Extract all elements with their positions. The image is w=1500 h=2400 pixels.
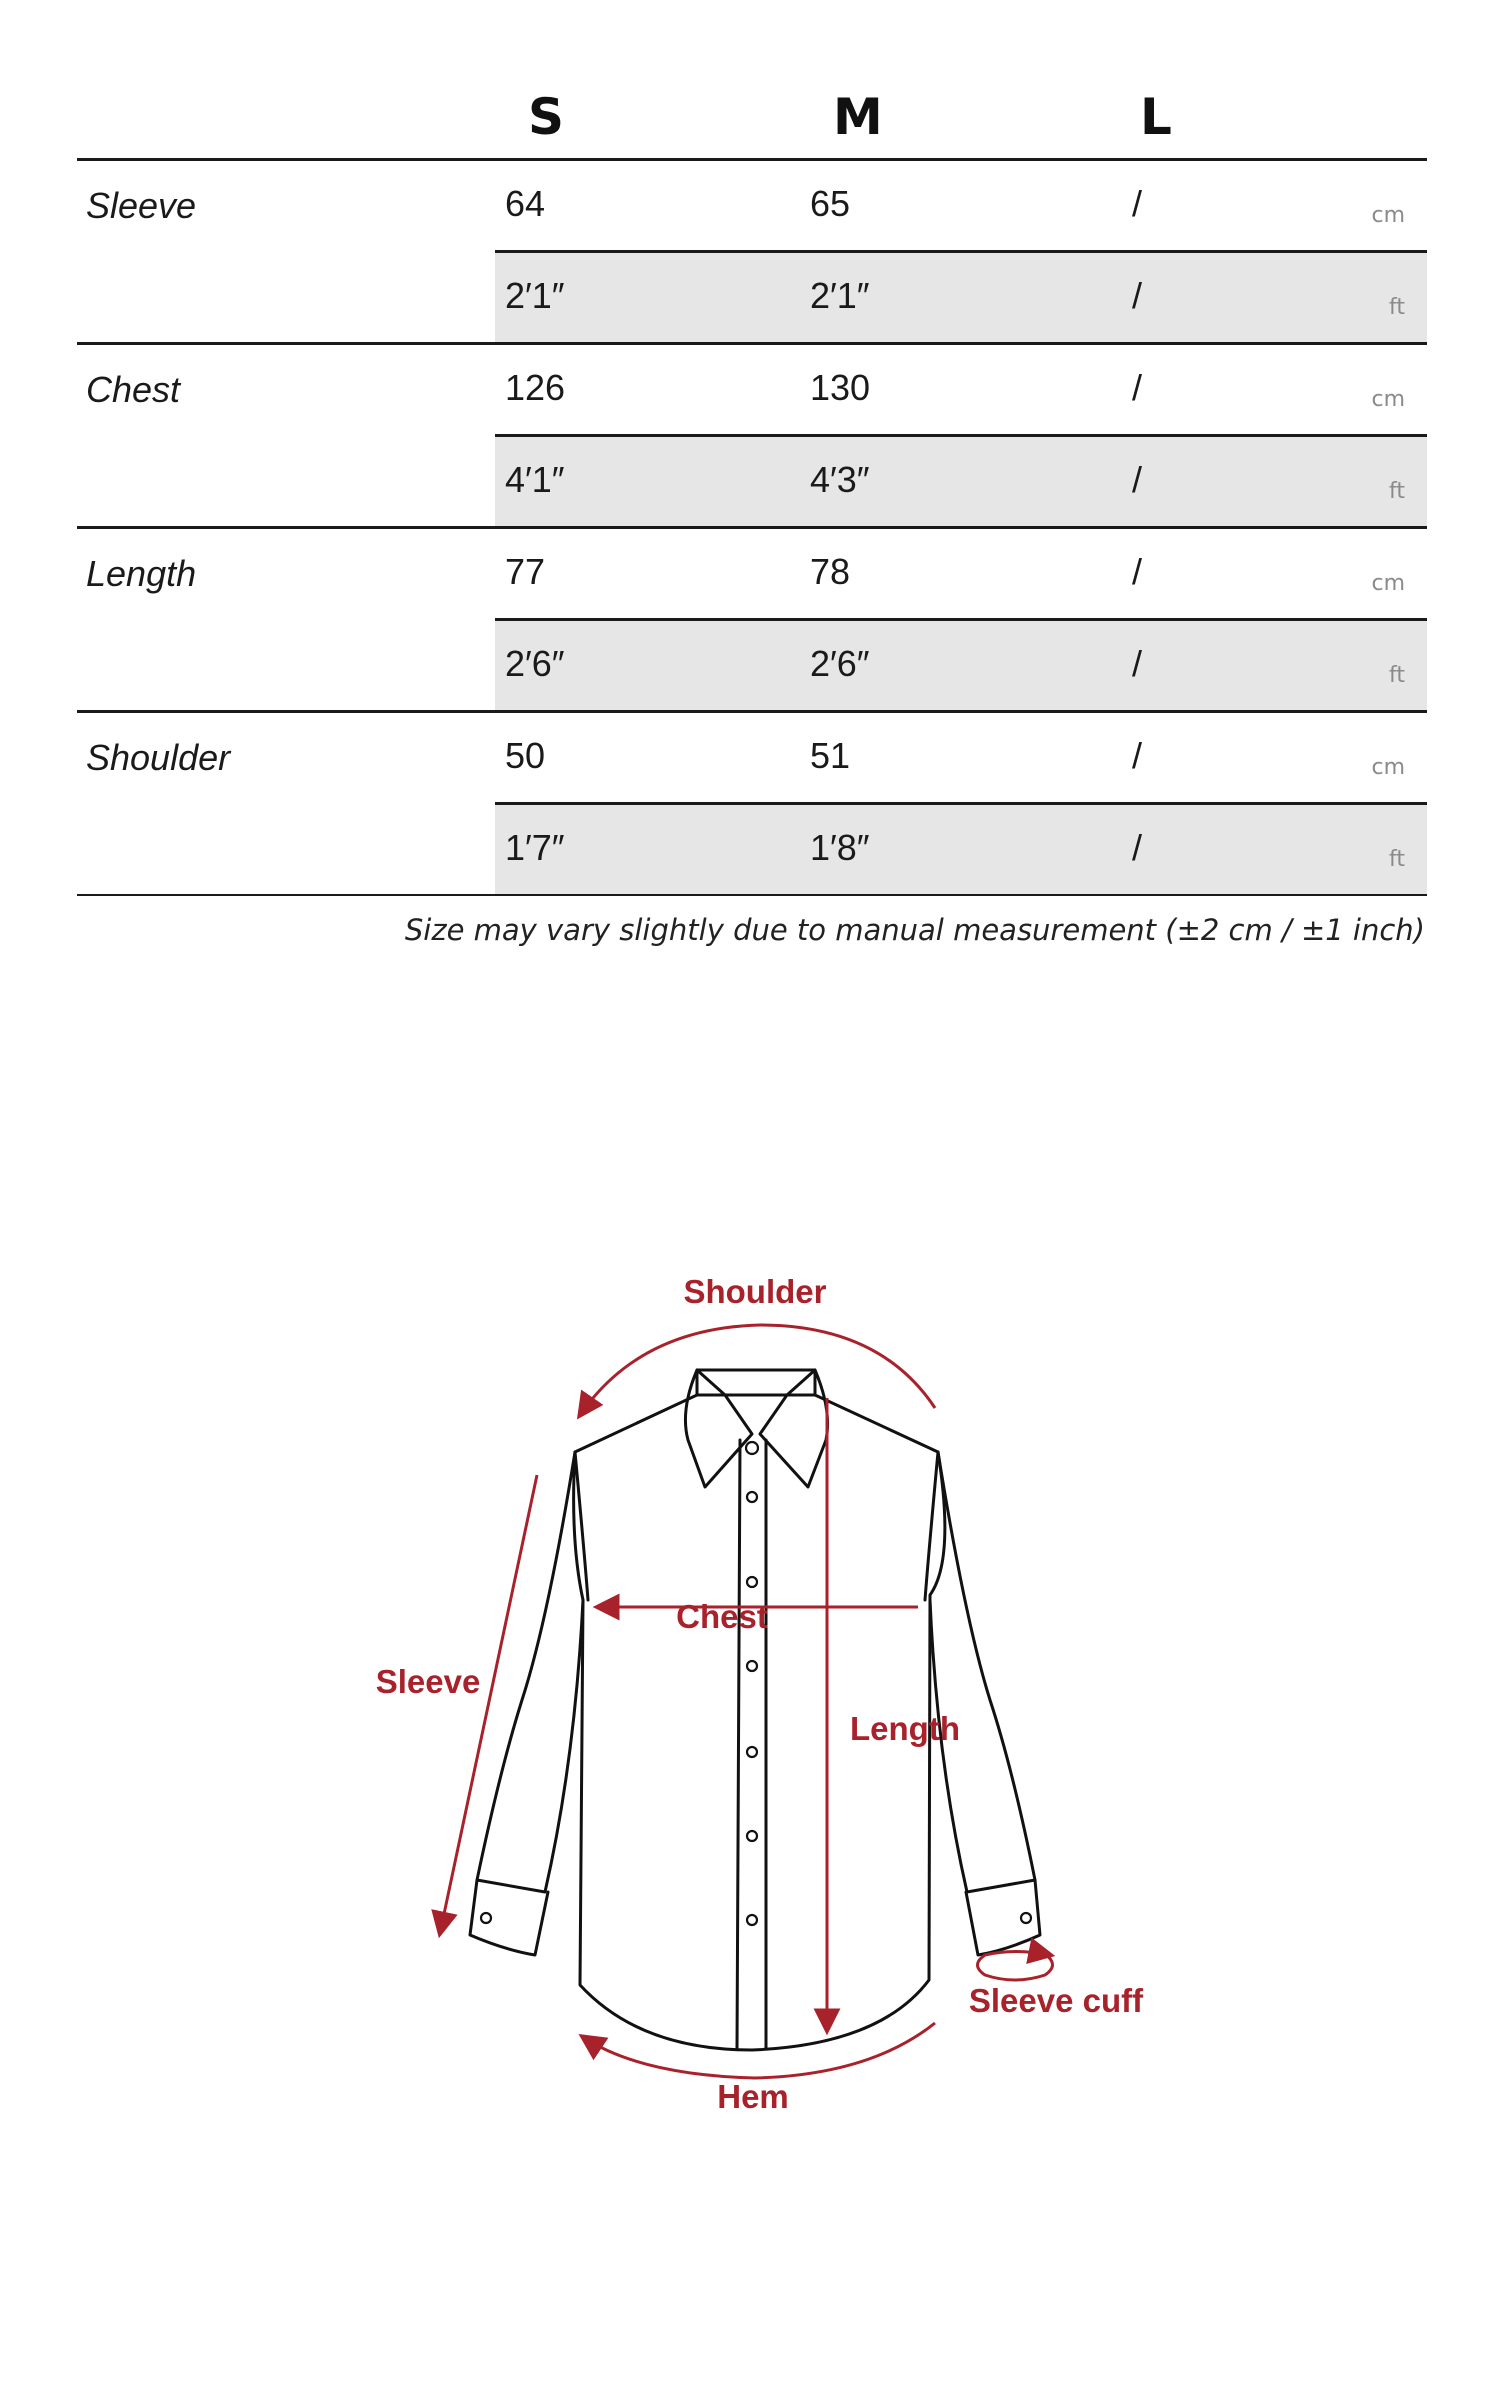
value-m: 2′1″ bbox=[810, 275, 870, 316]
label-hem: Hem bbox=[717, 2078, 789, 2115]
button bbox=[746, 1442, 758, 1454]
cm-row bbox=[495, 713, 1427, 802]
label-sleeve-cuff: Sleeve cuff bbox=[968, 1982, 1144, 2019]
unit-label: cm bbox=[1371, 571, 1405, 596]
label-shoulder: Shoulder bbox=[683, 1273, 827, 1310]
button bbox=[747, 1492, 757, 1502]
unit-label: ft bbox=[1389, 295, 1405, 320]
unit-label: ft bbox=[1389, 663, 1405, 688]
value-l: / bbox=[1132, 643, 1143, 684]
label-chest: Chest bbox=[676, 1598, 768, 1635]
measurement-note: Size may vary slightly due to manual measurement (±2 cm / ±1 inch) bbox=[404, 913, 1425, 947]
ft-row bbox=[495, 253, 1427, 342]
value-l: / bbox=[1132, 827, 1143, 868]
value-l: / bbox=[1132, 551, 1143, 592]
table-bottom-rule bbox=[77, 894, 1427, 896]
size-m-header: M bbox=[833, 88, 883, 146]
cm-row bbox=[495, 345, 1427, 434]
measure-label: Length bbox=[86, 553, 197, 594]
label-length: Length bbox=[850, 1710, 960, 1747]
unit-label: ft bbox=[1389, 479, 1405, 504]
ft-row bbox=[495, 805, 1427, 894]
collar-right bbox=[760, 1370, 828, 1487]
value-s: 2′1″ bbox=[505, 275, 565, 316]
value-m: 4′3″ bbox=[810, 459, 870, 500]
measure-group-chest bbox=[77, 345, 1427, 529]
ft-row bbox=[495, 621, 1427, 710]
value-l: / bbox=[1132, 735, 1143, 776]
value-l: / bbox=[1132, 459, 1143, 500]
value-l: / bbox=[1132, 183, 1143, 224]
shirt-measurement-diagram bbox=[0, 1260, 1500, 2160]
value-s: 64 bbox=[505, 183, 546, 224]
armhole-left bbox=[575, 1452, 588, 1600]
cuff-button-left bbox=[481, 1913, 491, 1923]
size-l-header: L bbox=[1140, 88, 1172, 146]
sleeve-cuff-arrow bbox=[978, 1952, 1053, 1981]
value-m: 1′8″ bbox=[810, 827, 870, 868]
cm-row bbox=[495, 529, 1427, 618]
button bbox=[747, 1661, 757, 1671]
value-s: 126 bbox=[505, 367, 566, 408]
collar-left bbox=[685, 1370, 752, 1487]
measure-group-shoulder bbox=[77, 713, 1427, 897]
value-l: / bbox=[1132, 367, 1143, 408]
button bbox=[747, 1747, 757, 1757]
value-s: 50 bbox=[505, 735, 546, 776]
size-header bbox=[0, 82, 1500, 152]
measure-label: Shoulder bbox=[86, 737, 231, 778]
unit-label: cm bbox=[1371, 755, 1405, 780]
value-s: 77 bbox=[505, 551, 546, 592]
measurement-arrows bbox=[440, 1325, 1053, 2078]
value-m: 65 bbox=[810, 183, 851, 224]
value-m: 130 bbox=[810, 367, 871, 408]
ft-row bbox=[495, 437, 1427, 526]
button bbox=[747, 1915, 757, 1925]
unit-label: ft bbox=[1389, 847, 1405, 872]
value-m: 2′6″ bbox=[810, 643, 870, 684]
button bbox=[747, 1831, 757, 1841]
value-m: 78 bbox=[810, 551, 851, 592]
measure-group-length bbox=[77, 529, 1427, 713]
value-s: 4′1″ bbox=[505, 459, 565, 500]
value-m: 51 bbox=[810, 735, 851, 776]
collar-band bbox=[697, 1370, 815, 1395]
label-sleeve: Sleeve bbox=[375, 1663, 481, 1700]
left-sleeve bbox=[477, 1452, 583, 1892]
unit-label: cm bbox=[1371, 203, 1405, 228]
measure-group-sleeve bbox=[77, 161, 1427, 345]
placket bbox=[737, 1440, 766, 2048]
cm-row bbox=[495, 161, 1427, 250]
sleeve-arrow bbox=[440, 1475, 537, 1933]
size-s-header: S bbox=[528, 88, 565, 146]
measure-label: Sleeve bbox=[86, 185, 197, 226]
value-s: 1′7″ bbox=[505, 827, 565, 868]
value-s: 2′6″ bbox=[505, 643, 565, 684]
cuff-button-right bbox=[1021, 1913, 1031, 1923]
value-l: / bbox=[1132, 275, 1143, 316]
armhole-right bbox=[925, 1452, 938, 1600]
unit-label: cm bbox=[1371, 387, 1405, 412]
measure-label: Chest bbox=[86, 369, 181, 410]
button bbox=[747, 1577, 757, 1587]
